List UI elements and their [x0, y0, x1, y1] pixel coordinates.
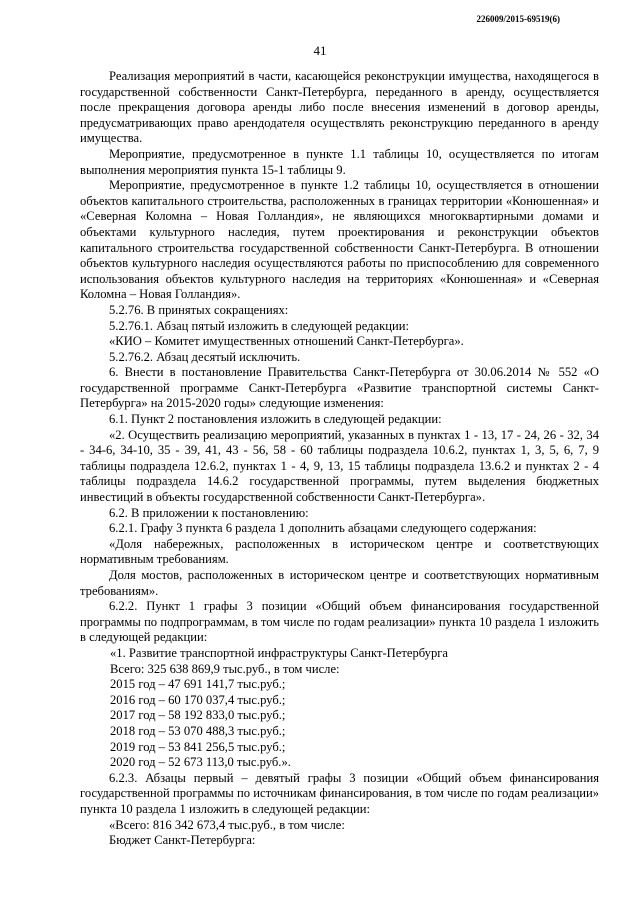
paragraph-subprogram-title: «1. Развитие транспортной инфраструктуры Санкт-Петербурга — [110, 645, 449, 660]
paragraph-item-6: 6. Внести в постановление Правительства Санкт-Петербурга от 30.06.2014 № 552 «О государственной программе Санкт-Петербурга «Развитие транспортной системы Санкт-Петербурга» на 2015-2020 годы» следующие изменения: — [80, 365, 599, 411]
document-registration-code: 226009/2015-69519(6) — [476, 14, 560, 24]
year-line-2018: 2018 год – 53 070 488,3 тыс.руб.; — [110, 723, 286, 738]
paragraph-embankments-share: «Доля набережных, расположенных в историческом центре и соответствующих нормативным требованиям. — [80, 536, 599, 567]
paragraph-6-1: 6.1. Пункт 2 постановления изложить в следующей редакции: — [109, 412, 442, 427]
paragraph-bridges-share: Доля мостов, расположенных в историческом центре и соответствующих нормативным требованиям». — [80, 568, 599, 598]
paragraph-kio-definition: «КИО – Комитет имущественных отношений Санкт-Петербурга». — [109, 334, 464, 349]
year-line-2019: 2019 год – 53 841 256,5 тыс.руб.; — [110, 739, 286, 754]
paragraph-total: Всего: 325 638 869,9 тыс.руб., в том числе: — [110, 661, 340, 676]
year-line-2020: 2020 год – 52 673 113,0 тыс.руб.». — [110, 755, 291, 770]
paragraph-6-2-2: 6.2.2. Пункт 1 графы 3 позиции «Общий объем финансирования государственной программы по подпрограммам, в том числе по годам реализации» пункта 10 раздела 1 изложить в следующей редакции: — [80, 599, 599, 645]
paragraph-measure-1-1: Мероприятие, предусмотренное в пункте 1.1 таблицы 10, осуществляется по итогам выполнения мероприятия пункта 15-1 таблицы 9. — [80, 146, 599, 177]
paragraph-budget-spb: Бюджет Санкт-Петербурга: — [109, 833, 256, 848]
paragraph-item-2-quote: «2. Осуществить реализацию мероприятий, указанных в пунктах 1 - 13, 17 - 24, 26 - 32, 34 - 34-6, 34-10, 35 - 39, 41, 43 - 56, 58 - 60 таблицы подраздела 10.6.2, пунктах 1, 3, 5, 6, 7, 9 таблицы подраздела 12.6.2, пунктах 1 - 4, 9, 13, 15 таблицы подраздела 13.6.2 и пунктах 2 - 4 таблицы подраздела 14.6.2 государственной программы, путем выделения бюджетных инвестиций в объекты государственной собственности Санкт-Петербурга». — [80, 427, 599, 505]
year-line-2016: 2016 год – 60 170 037,4 тыс.руб.; — [110, 692, 286, 707]
year-line-2017: 2017 год – 58 192 833,0 тыс.руб.; — [110, 708, 286, 723]
document-body — [80, 69, 599, 849]
paragraph-6-2-3: 6.2.3. Абзацы первый – девятый графы 3 позиции «Общий объем финансирования государственной программы по источникам финансирования, в том числе по годам реализации» пункта 10 раздела 1 изложить в следующей редакции: — [80, 770, 599, 816]
paragraph-measure-1-2: Мероприятие, предусмотренное в пункте 1.2 таблицы 10, осуществляется в отношении объектов капитального строительства, расположенных в границах территории «Конюшенная» и «Северная Коломна – Новая Голландия», не являющихся многоквартирными домами и объектами культурного наследия, путем проектирования и реконструкции объектов капитального строительства государственной собственности Санкт-Петербурга. В отношении объектов культурного наследия осуществляются работы по приспособлению для современного использования объектов культурного наследия на территориях «Конюшенная» и «Северная Коломна – Новая Голландия». — [80, 178, 599, 302]
paragraph-5-2-76-2: 5.2.76.2. Абзац десятый исключить. — [109, 349, 301, 364]
paragraph-reconstruction: Реализация мероприятий в части, касающейся реконструкции имущества, находящегося в государственной собственности Санкт-Петербурга, переданного в аренду, осуществляется после прекращения договора аренды либо после внесения изменений в договор аренды, предусматривающих право арендодателя осуществлять реконструкцию переданного в аренду имущества. — [80, 69, 599, 146]
page-number: 41 — [313, 43, 327, 58]
paragraph-total-all: «Всего: 816 342 673,4 тыс.руб., в том числе: — [109, 817, 345, 832]
paragraph-5-2-76: 5.2.76. В принятых сокращениях: — [109, 302, 289, 317]
paragraph-5-2-76-1: 5.2.76.1. Абзац пятый изложить в следующей редакции: — [109, 318, 409, 333]
year-line-2015: 2015 год – 47 691 141,7 тыс.руб.; — [110, 677, 286, 692]
paragraph-6-2-1: 6.2.1. Графу 3 пункта 6 раздела 1 дополнить абзацами следующего содержания: — [109, 521, 537, 536]
paragraph-6-2: 6.2. В приложении к постановлению: — [109, 505, 309, 520]
